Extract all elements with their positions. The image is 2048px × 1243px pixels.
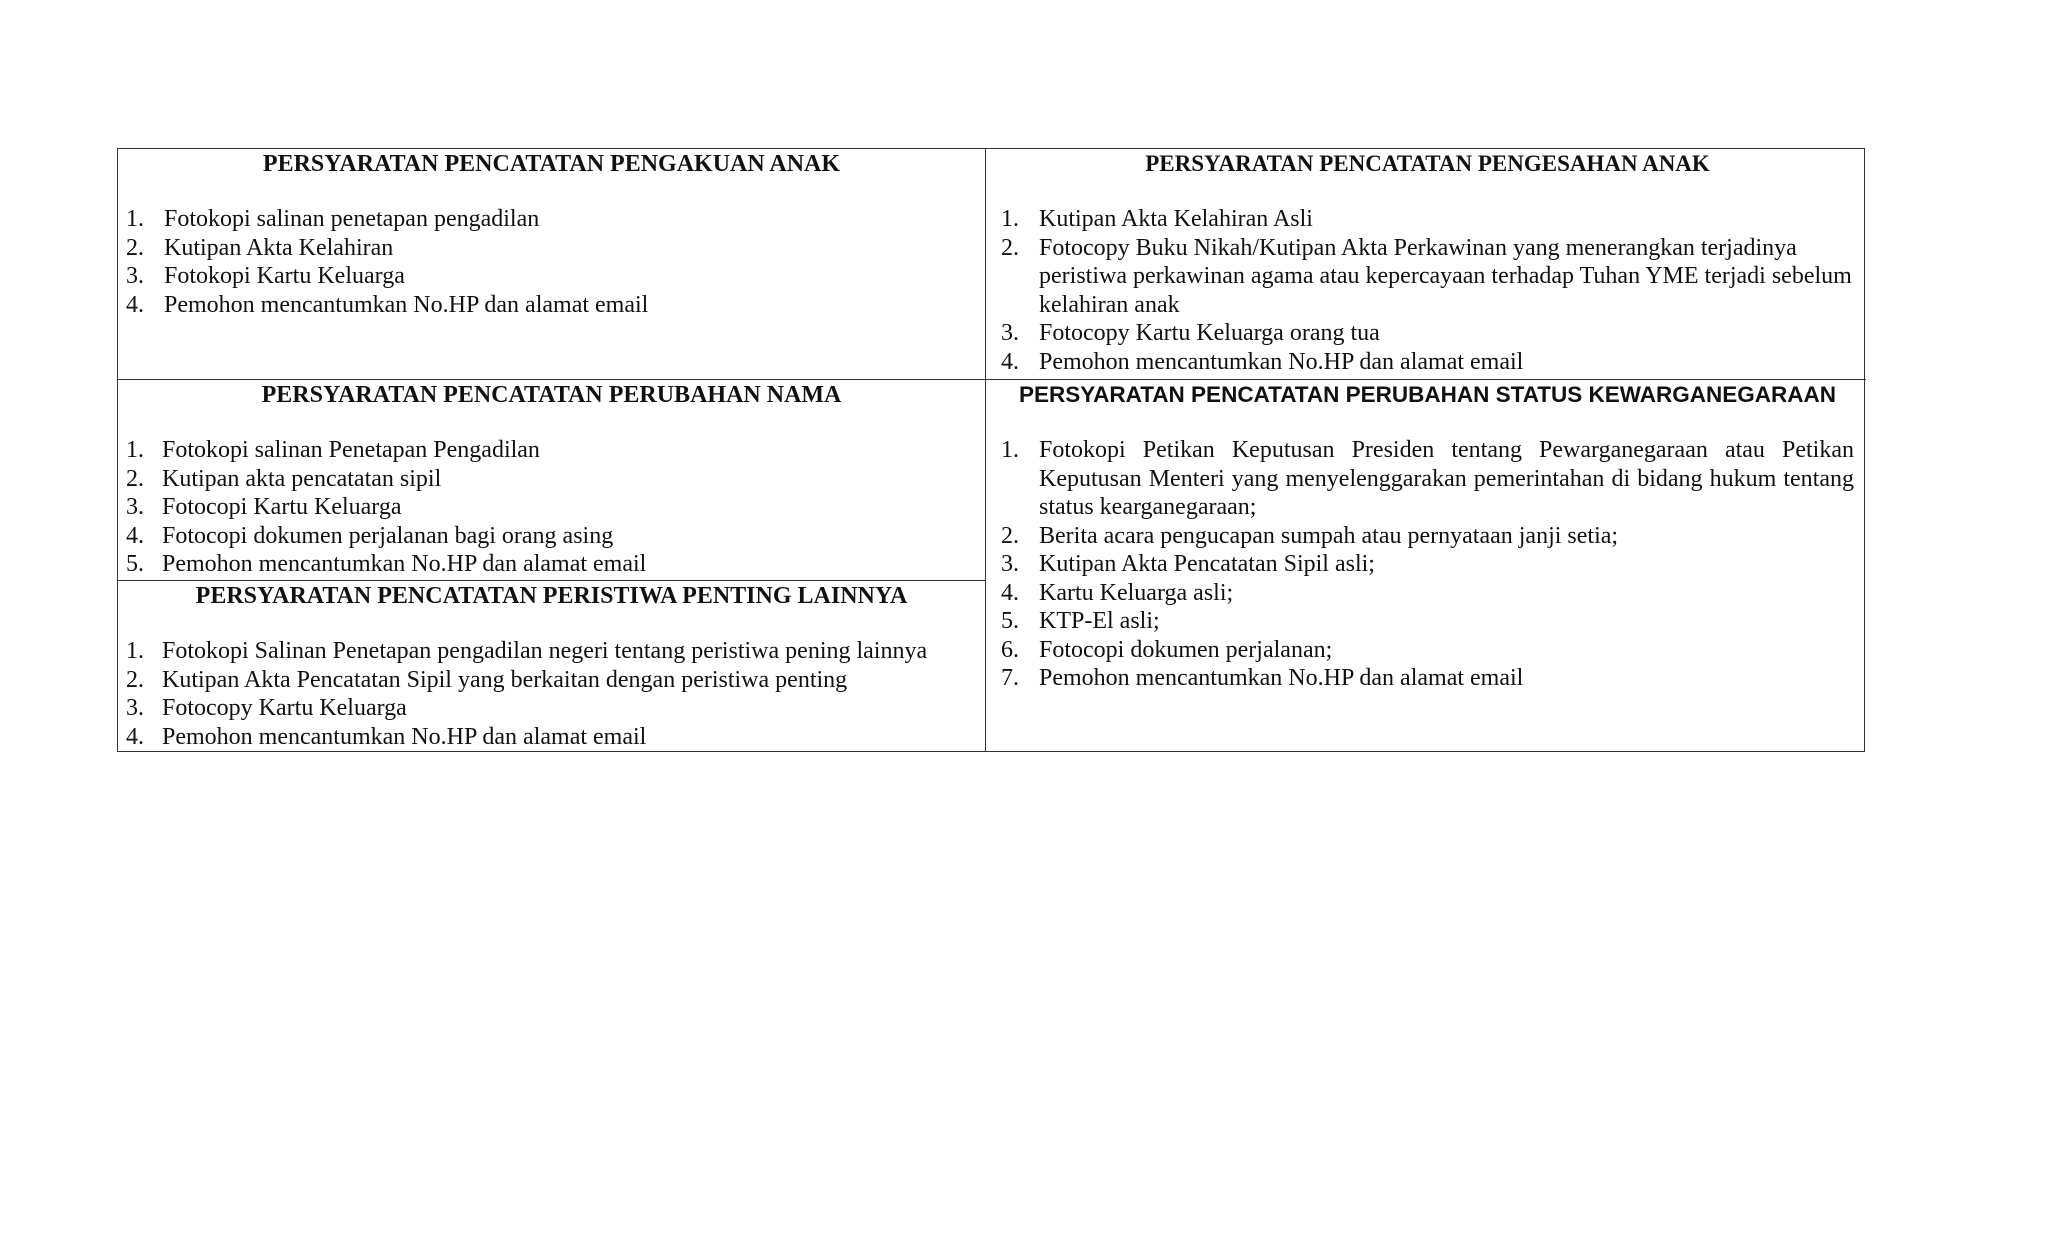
section-status-kewarganegaraan bbox=[986, 380, 1866, 752]
item-text: Pemohon mencantumkan No.HP dan alamat email bbox=[162, 723, 647, 750]
list-item bbox=[126, 262, 977, 291]
item-text: Kutipan Akta Kelahiran bbox=[164, 234, 394, 261]
item-text: Fotocopi dokumen perjalanan; bbox=[1039, 636, 1333, 663]
item-text: Pemohon mencantumkan No.HP dan alamat email bbox=[164, 291, 649, 318]
item-number: 5. bbox=[126, 551, 144, 577]
item-number: 4. bbox=[1001, 348, 1019, 375]
item-text: KTP-El asli; bbox=[1039, 608, 1160, 634]
item-number: 1. bbox=[126, 206, 144, 232]
item-text: Pemohon mencantumkan No.HP dan alamat email bbox=[1039, 665, 1524, 691]
item-number: 4. bbox=[126, 291, 144, 318]
list-item bbox=[126, 291, 977, 320]
section-title: PERSYARATAN PENCATATAN PENGAKUAN ANAK bbox=[262, 151, 841, 177]
item-text: Kutipan Akta Pencatatan Sipil asli; bbox=[1039, 551, 1375, 577]
item-number: 5. bbox=[1001, 608, 1019, 634]
list-item bbox=[1001, 522, 1854, 551]
item-text: Fotokopi Petikan Keputusan Presiden tentang Pewarganegaraan atau Petikan Keputusan Menteri yang menyelenggarakan pemerintahan di bidang hukum tentang status kearganegaraan; bbox=[1039, 437, 1854, 520]
list-item bbox=[126, 723, 977, 752]
item-number: 2. bbox=[126, 666, 144, 693]
requirements-list bbox=[126, 205, 977, 319]
section-title: PERSYARATAN PENCATATAN PERUBAHAN STATUS KEWARGANEGARAAN bbox=[1018, 382, 1837, 407]
section-title: PERSYARATAN PENCATATAN PENGESAHAN ANAK bbox=[1145, 151, 1710, 176]
item-text: Fotocopy Kartu Keluarga bbox=[162, 695, 407, 721]
item-text: Kutipan akta pencatatan sipil bbox=[162, 465, 442, 492]
list-item bbox=[126, 550, 977, 579]
requirements-table bbox=[117, 148, 1865, 752]
section-pengesahan-anak bbox=[986, 149, 1866, 379]
section-peristiwa-penting bbox=[118, 581, 985, 753]
requirements-list bbox=[1001, 436, 1854, 693]
list-item bbox=[1001, 664, 1854, 693]
item-number: 3. bbox=[1001, 551, 1019, 577]
item-text: Pemohon mencantumkan No.HP dan alamat email bbox=[1039, 348, 1524, 375]
list-item bbox=[1001, 348, 1854, 377]
item-text: Fotocopy Buku Nikah/Kutipan Akta Perkawinan yang menerangkan terjadinya peristiwa perkawinan agama atau kepercayaan terhadap Tuhan YME terjadi sebelum kelahiran anak bbox=[1039, 234, 1852, 318]
item-number: 4. bbox=[1001, 579, 1019, 606]
item-number: 1. bbox=[1001, 206, 1019, 232]
item-text: Fotocopy Kartu Keluarga orang tua bbox=[1039, 320, 1380, 346]
section-title: PERSYARATAN PENCATATAN PERISTIWA PENTING LAINNYA bbox=[195, 583, 908, 609]
list-item bbox=[126, 694, 977, 723]
list-item bbox=[1001, 579, 1854, 608]
list-item bbox=[126, 436, 977, 465]
list-item bbox=[126, 234, 977, 263]
list-item bbox=[126, 465, 977, 494]
item-number: 2. bbox=[126, 234, 144, 261]
item-number: 3. bbox=[126, 263, 144, 289]
item-text: Fotocopi Kartu Keluarga bbox=[162, 494, 402, 520]
item-text: Fotocopi dokumen perjalanan bagi orang asing bbox=[162, 522, 614, 549]
section-perubahan-nama bbox=[118, 380, 985, 580]
requirements-list bbox=[126, 436, 977, 579]
section-pengakuan-anak bbox=[118, 149, 985, 379]
list-item bbox=[1001, 319, 1854, 348]
item-text: Fotokopi salinan penetapan pengadilan bbox=[164, 206, 540, 232]
item-number: 2. bbox=[1001, 234, 1019, 261]
item-text: Fotokopi salinan Penetapan Pengadilan bbox=[162, 437, 540, 463]
list-item bbox=[1001, 234, 1854, 320]
list-item bbox=[1001, 607, 1854, 636]
item-text: Kutipan Akta Kelahiran Asli bbox=[1039, 206, 1313, 232]
list-item bbox=[1001, 550, 1854, 579]
item-text: Fotokopi Kartu Keluarga bbox=[164, 263, 405, 289]
item-text: Fotokopi Salinan Penetapan pengadilan negeri tentang peristiwa pening lainnya bbox=[162, 638, 928, 664]
item-number: 6. bbox=[1001, 636, 1019, 663]
item-number: 4. bbox=[126, 723, 144, 750]
requirements-list bbox=[126, 637, 977, 751]
item-number: 2. bbox=[1001, 522, 1019, 549]
item-text: Pemohon mencantumkan No.HP dan alamat email bbox=[162, 551, 647, 577]
section-title: PERSYARATAN PENCATATAN PERUBAHAN NAMA bbox=[261, 382, 842, 408]
item-number: 1. bbox=[126, 638, 144, 664]
item-number: 3. bbox=[126, 494, 144, 520]
list-item bbox=[126, 522, 977, 551]
item-number: 7. bbox=[1001, 665, 1019, 691]
list-item bbox=[126, 493, 977, 522]
list-item bbox=[1001, 636, 1854, 665]
item-text: Kartu Keluarga asli; bbox=[1039, 579, 1234, 606]
item-number: 1. bbox=[1001, 437, 1019, 463]
list-item bbox=[126, 666, 977, 695]
item-number: 2. bbox=[126, 465, 144, 492]
list-item bbox=[126, 205, 977, 234]
item-number: 3. bbox=[126, 695, 144, 721]
item-number: 3. bbox=[1001, 320, 1019, 346]
list-item bbox=[1001, 205, 1854, 234]
item-number: 1. bbox=[126, 437, 144, 463]
list-item bbox=[126, 637, 977, 666]
requirements-list bbox=[1001, 205, 1854, 376]
list-item bbox=[1001, 436, 1854, 522]
item-text: Kutipan Akta Pencatatan Sipil yang berkaitan dengan peristiwa penting bbox=[162, 666, 848, 693]
item-number: 4. bbox=[126, 522, 144, 549]
item-text: Berita acara pengucapan sumpah atau pernyataan janji setia; bbox=[1039, 522, 1619, 549]
